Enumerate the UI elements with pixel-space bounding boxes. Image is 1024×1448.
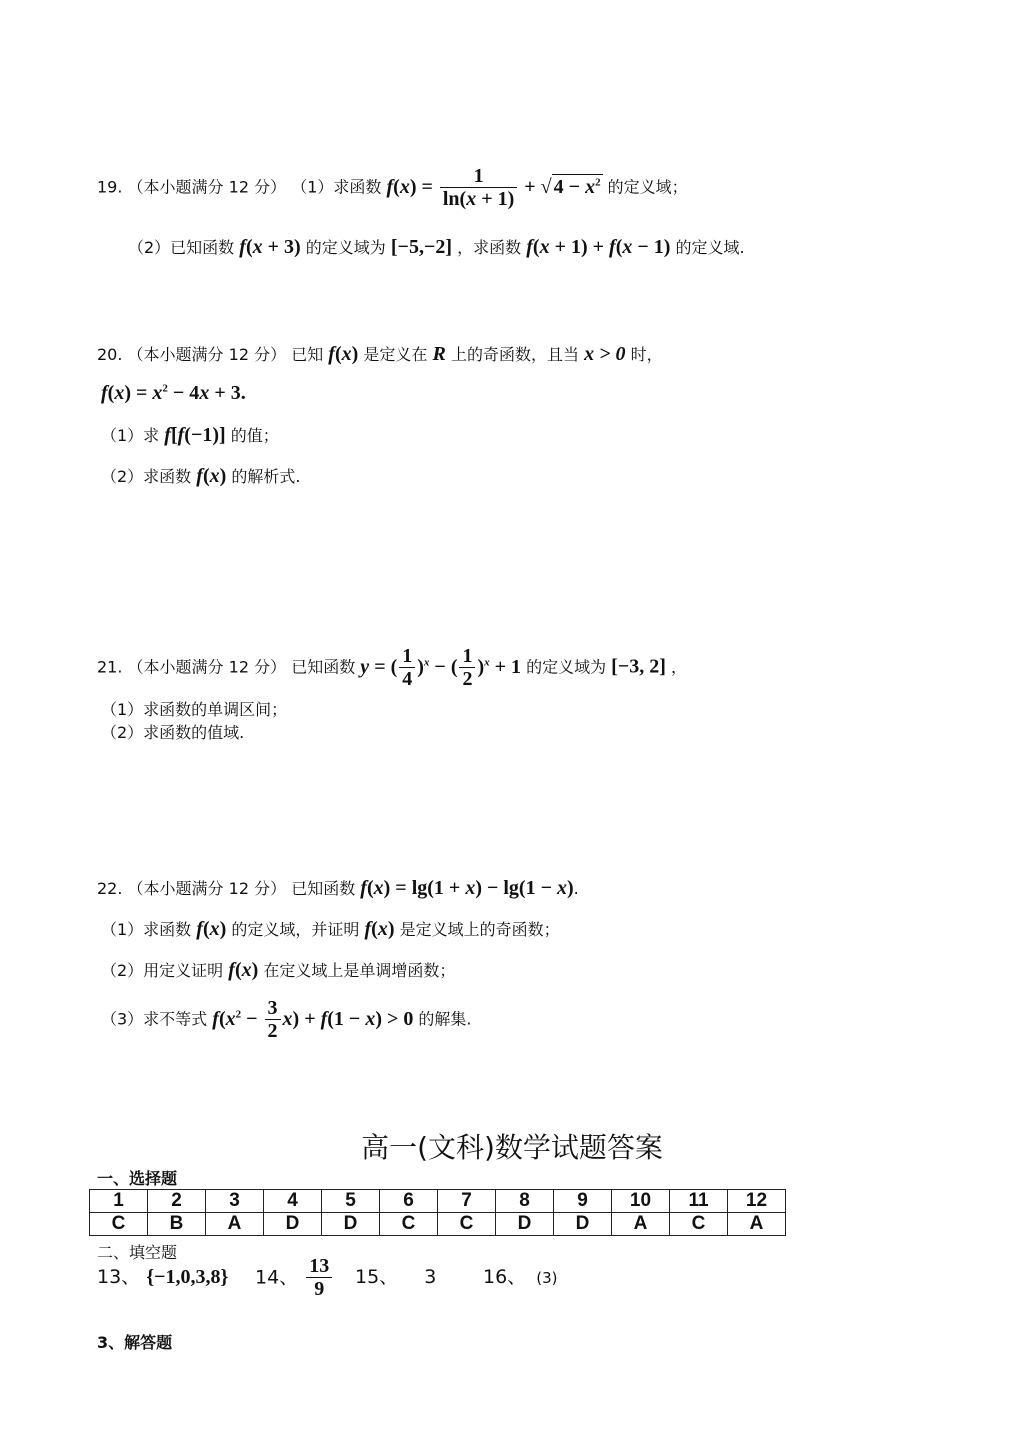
q20-text3: 时， [630, 345, 663, 364]
q20-part2-prefix: （2）求函数 [101, 467, 192, 486]
q20-score: （本小题满分 12 分） [127, 345, 287, 364]
q22-part3-a: （3）求不等式 [101, 1009, 208, 1029]
q19-part2-mid2: ，求函数 [457, 238, 522, 257]
q16-label: 16、 [483, 1266, 527, 1288]
q22-part2 [101, 958, 455, 982]
section-choice: 一、选择题 [97, 1169, 178, 1188]
q22-part2-b: 在定义域上是单调增函数； [263, 961, 456, 980]
q22-part1 [101, 917, 560, 941]
answer-choice-cell: A [206, 1213, 264, 1236]
q20-intro: 已知 [291, 345, 324, 364]
answer-number-cell: 8 [496, 1190, 554, 1213]
q14-denominator: 9 [306, 1277, 332, 1300]
q22-score: （本小题满分 12 分） [127, 879, 287, 898]
q21-intro: 已知函数 [291, 657, 356, 677]
q19-part1-prefix: （1）求函数 [291, 177, 382, 197]
answer-choice-row [90, 1213, 786, 1236]
fill-q14 [255, 1256, 334, 1300]
q19-number: 19. [97, 177, 123, 197]
answer-choice-cell: C [438, 1213, 496, 1236]
answer-title: 高一(文科)数学试题答案 [361, 1131, 663, 1164]
q22-inequality: $f(x^2$ − $\frac{3}{2}$ x) + f(1 − x) > 0 [212, 997, 419, 1042]
q20-R: R [432, 343, 446, 365]
section-solve: 3、解答题 [97, 1333, 173, 1352]
q22-part3-b: 的解集. [418, 1009, 472, 1029]
q19-formula-2: f(x + 1) + f(x − 1) [526, 236, 671, 258]
q22-fx-c: f(x) [228, 959, 259, 981]
q20-part2-suffix: 的解析式. [231, 467, 301, 486]
answer-number-cell: 11 [670, 1190, 728, 1213]
q20-line1 [97, 342, 663, 366]
answer-table [89, 1189, 786, 1236]
q22-fx-b: f(x) [364, 918, 395, 940]
q21-comma: ， [670, 657, 687, 677]
answer-number-cell: 7 [438, 1190, 496, 1213]
q22-period: . [573, 879, 579, 898]
q20-text2: 上的奇函数，且当 [450, 345, 579, 364]
q15-label: 15、 [355, 1266, 399, 1288]
q22-line1 [97, 876, 579, 900]
q21-formula: y = ( $\frac{1}{4}$ )$^x$ − ( $\frac{1}{2}$ )$^x$ + 1 [360, 645, 527, 690]
q19-fx3: f(x + 3) [239, 236, 301, 258]
q20-text1: 是定义在 [363, 345, 428, 364]
answer-number-cell: 1 [90, 1190, 148, 1213]
q20-number: 20. [97, 345, 123, 364]
q21-number: 21. [97, 657, 123, 677]
q22-intro: 已知函数 [291, 879, 356, 898]
answer-number-row [90, 1190, 786, 1213]
answer-choice-cell: A [612, 1213, 670, 1236]
q22-part1-c: 是定义域上的奇函数； [399, 920, 560, 939]
answer-choice-cell: A [728, 1213, 786, 1236]
q21-interval: [−3, 2] [611, 655, 666, 678]
q14-numerator: 13 [309, 1255, 330, 1277]
q15-value: 3 [424, 1266, 437, 1288]
answer-choice-cell: D [264, 1213, 322, 1236]
answer-number-cell: 12 [728, 1190, 786, 1213]
answer-choice-cell: D [496, 1213, 554, 1236]
q20-part1 [101, 423, 279, 447]
q19-part2-prefix: （2）已知函数 [128, 238, 235, 257]
q19-interval: [−5,−2] [390, 236, 453, 258]
q19-part1-suffix: 的定义域； [607, 177, 688, 197]
q22-part1-a: （1）求函数 [101, 920, 192, 939]
answer-choice-cell: D [322, 1213, 380, 1236]
answer-choice-cell: D [554, 1213, 612, 1236]
answer-choice-cell: C [670, 1213, 728, 1236]
answer-number-cell: 6 [380, 1190, 438, 1213]
fill-q13 [97, 1262, 228, 1289]
q22-formula: f(x) = lg(1 + x) − lg(1 − x) [360, 877, 574, 899]
q20-definition: $f(x) = x^2 - 4x + 3$. [101, 382, 246, 404]
q19-formula-1: f(x) = $\frac{1}{\ln(x + 1)}$ + √ $4 - x^2$ [386, 165, 601, 210]
q19-line2 [128, 235, 745, 259]
q21-score: （本小题满分 12 分） [127, 657, 287, 677]
answer-number-cell: 5 [322, 1190, 380, 1213]
q20-ffx: f[f(−1)] [164, 424, 226, 446]
q21-part2: （2）求函数的值域. [101, 723, 245, 742]
q21-part1: （1）求函数的单调区间； [101, 700, 288, 719]
answer-number-cell: 3 [206, 1190, 264, 1213]
q20-fx: f(x) [328, 343, 359, 365]
q19-line1 [97, 166, 688, 210]
answer-choice-cell: B [148, 1213, 206, 1236]
q21-line1 [97, 646, 687, 690]
q20-part1-prefix: （1）求 [101, 426, 160, 445]
q20-condition: x > 0 [584, 343, 626, 365]
q22-part3 [101, 998, 471, 1042]
answer-choice-cell: C [380, 1213, 438, 1236]
q22-part1-b: 的定义域，并证明 [231, 920, 360, 939]
q22-number: 22. [97, 879, 123, 898]
q22-fx-a: f(x) [196, 918, 227, 940]
answer-number-cell: 4 [264, 1190, 322, 1213]
q20-part2 [101, 464, 300, 488]
q19-part2-mid: 的定义域为 [305, 238, 386, 257]
q19-part2-suffix: 的定义域. [675, 238, 745, 257]
q21-domain-text: 的定义域为 [526, 657, 607, 677]
fill-q16 [483, 1262, 557, 1289]
q16-value: (3) [536, 1269, 558, 1287]
q14-label: 14、 [255, 1266, 299, 1289]
q14-fraction [306, 1256, 332, 1300]
q20-part1-suffix: 的值； [230, 426, 279, 445]
q19-score: （本小题满分 12 分） [127, 177, 287, 197]
fill-q15 [355, 1262, 436, 1289]
q13-label: 13、 [97, 1266, 141, 1288]
q13-value: {−1,0,3,8} [146, 1266, 229, 1288]
answer-number-cell: 2 [148, 1190, 206, 1213]
answer-number-cell: 9 [554, 1190, 612, 1213]
q20-fx-2: f(x) [196, 465, 227, 487]
answer-choice-cell: C [90, 1213, 148, 1236]
section-fill: 二、填空题 [97, 1243, 178, 1262]
q22-part2-a: （2）用定义证明 [101, 961, 224, 980]
answer-number-cell: 10 [612, 1190, 670, 1213]
